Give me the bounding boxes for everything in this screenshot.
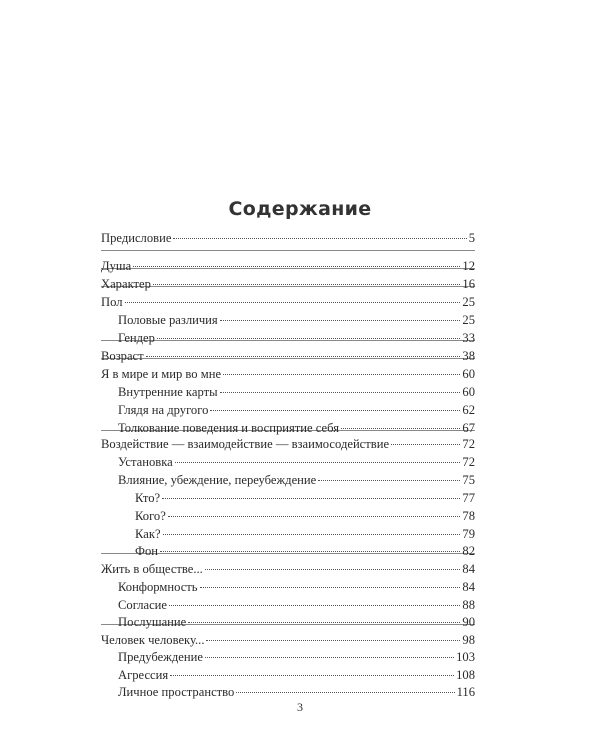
dot-leader xyxy=(162,498,460,499)
toc-entry-title: Жить в обществе... xyxy=(101,562,203,576)
toc-entry-page: 90 xyxy=(462,615,475,629)
toc-entry[interactable] xyxy=(101,472,475,488)
toc-entry[interactable] xyxy=(101,366,475,382)
toc-entry-title: Влияние, убеждение, переубеждение xyxy=(118,473,317,487)
toc-entry[interactable] xyxy=(101,276,475,292)
dot-leader xyxy=(173,238,466,239)
toc-entry-page: 103 xyxy=(456,650,475,664)
toc-entry[interactable] xyxy=(101,597,475,613)
dot-leader xyxy=(391,444,460,445)
toc-entry-page: 62 xyxy=(462,403,475,417)
dot-leader xyxy=(157,338,460,339)
toc-entry-page: 77 xyxy=(462,491,475,505)
toc-entry[interactable] xyxy=(101,684,475,700)
toc-entry-page: 84 xyxy=(462,580,475,594)
dot-leader xyxy=(170,675,454,676)
toc-entry-page: 5 xyxy=(468,231,475,245)
dot-leader xyxy=(160,551,460,552)
dot-leader xyxy=(205,569,461,570)
dot-leader xyxy=(210,410,460,411)
toc-entry-page: 60 xyxy=(462,385,475,399)
dot-leader xyxy=(153,284,460,285)
toc-entry[interactable] xyxy=(101,436,475,452)
toc-entry-title: Глядя на другого xyxy=(118,403,209,417)
dot-leader xyxy=(175,462,461,463)
toc-entry-title: Личное пространство xyxy=(118,685,235,699)
dot-leader xyxy=(125,302,461,303)
dot-leader xyxy=(146,356,461,357)
toc-entry-title: Послушание xyxy=(118,615,187,629)
toc-entry[interactable] xyxy=(101,649,475,665)
toc-entry-page: 72 xyxy=(462,455,475,469)
dot-leader xyxy=(223,374,460,375)
toc-entry-title: Предубеждение xyxy=(118,650,203,664)
dot-leader xyxy=(220,392,461,393)
toc-entry[interactable] xyxy=(101,384,475,400)
toc-entry-page: 84 xyxy=(462,562,475,576)
toc-entry-title: Человек человеку... xyxy=(101,633,205,647)
toc-entry-page: 82 xyxy=(462,544,475,558)
toc-entry-title: Агрессия xyxy=(118,668,169,682)
toc-entry[interactable] xyxy=(101,402,475,418)
toc-entry-page: 25 xyxy=(462,295,475,309)
dot-leader xyxy=(133,266,460,267)
toc-entry[interactable] xyxy=(101,348,475,364)
toc-entry-page: 60 xyxy=(462,367,475,381)
toc-entry-title: Гендер xyxy=(118,331,155,345)
toc-entry-page: 33 xyxy=(462,331,475,345)
toc-entry-page: 88 xyxy=(462,598,475,612)
toc-entry-page: 38 xyxy=(462,349,475,363)
dot-leader xyxy=(169,605,460,606)
toc-entry[interactable] xyxy=(101,632,475,648)
toc-entry-title: Предисловие xyxy=(101,231,172,245)
toc-entry[interactable] xyxy=(101,579,475,595)
toc-entry[interactable] xyxy=(101,312,475,328)
toc-entry-page: 12 xyxy=(462,259,475,273)
dot-leader xyxy=(188,622,460,623)
dot-leader xyxy=(205,657,454,658)
toc-entry[interactable] xyxy=(101,543,475,559)
page-number: 3 xyxy=(297,700,303,714)
toc-entry-page: 25 xyxy=(462,313,475,327)
toc-entry-page: 16 xyxy=(462,277,475,291)
toc-entry-title: Установка xyxy=(118,455,173,469)
dot-leader xyxy=(236,692,454,693)
toc-entry-page: 116 xyxy=(456,685,475,699)
dot-leader xyxy=(341,428,460,429)
toc-entry[interactable] xyxy=(101,526,475,542)
toc-entry[interactable] xyxy=(101,294,475,310)
dot-leader xyxy=(318,480,460,481)
toc-entry-page: 78 xyxy=(462,509,475,523)
toc-entry-title: Фон xyxy=(135,544,158,558)
dot-leader xyxy=(168,516,461,517)
section-divider xyxy=(101,250,475,251)
toc-entry-title: Внутренние карты xyxy=(118,385,218,399)
toc-entry-title: Кого? xyxy=(135,509,166,523)
dot-leader xyxy=(220,320,461,321)
toc-entry-page: 98 xyxy=(462,633,475,647)
toc-entry[interactable] xyxy=(101,420,475,436)
toc-entry[interactable] xyxy=(101,230,475,246)
toc-entry-title: Я в мире и мир во мне xyxy=(101,367,222,381)
toc-entry-title: Половые различия xyxy=(118,313,218,327)
toc-entry-title: Кто? xyxy=(135,491,161,505)
dot-leader xyxy=(163,534,461,535)
toc-entry[interactable] xyxy=(101,490,475,506)
toc-entry-title: Воздействие — взаимодействие — взаимосодействие xyxy=(101,437,390,451)
toc-entry[interactable] xyxy=(101,454,475,470)
toc-entry-title: Согласие xyxy=(118,598,168,612)
toc-entry-page: 67 xyxy=(462,421,475,435)
toc-entry-page: 75 xyxy=(462,473,475,487)
toc-entry-page: 79 xyxy=(462,527,475,541)
toc-entry[interactable] xyxy=(101,667,475,683)
toc-entry-title: Как? xyxy=(135,527,161,541)
toc-entry-title: Возраст xyxy=(101,349,144,363)
toc-entry[interactable] xyxy=(101,614,475,630)
toc-entry[interactable] xyxy=(101,561,475,577)
toc-entry-title: Душа xyxy=(101,259,132,273)
toc-entry-page: 108 xyxy=(456,668,475,682)
toc-entry-title: Конформность xyxy=(118,580,198,594)
page-title: Содержание xyxy=(228,198,372,220)
toc-entry-title: Характер xyxy=(101,277,151,291)
toc-entry[interactable] xyxy=(101,508,475,524)
toc-entry[interactable] xyxy=(101,258,475,274)
dot-leader xyxy=(200,587,461,588)
toc-entry-title: Толкование поведения и восприятие себя xyxy=(118,421,339,435)
dot-leader xyxy=(206,640,460,641)
toc-entry[interactable] xyxy=(101,330,475,346)
toc-entry-page: 72 xyxy=(462,437,475,451)
toc-entry-title: Пол xyxy=(101,295,123,309)
